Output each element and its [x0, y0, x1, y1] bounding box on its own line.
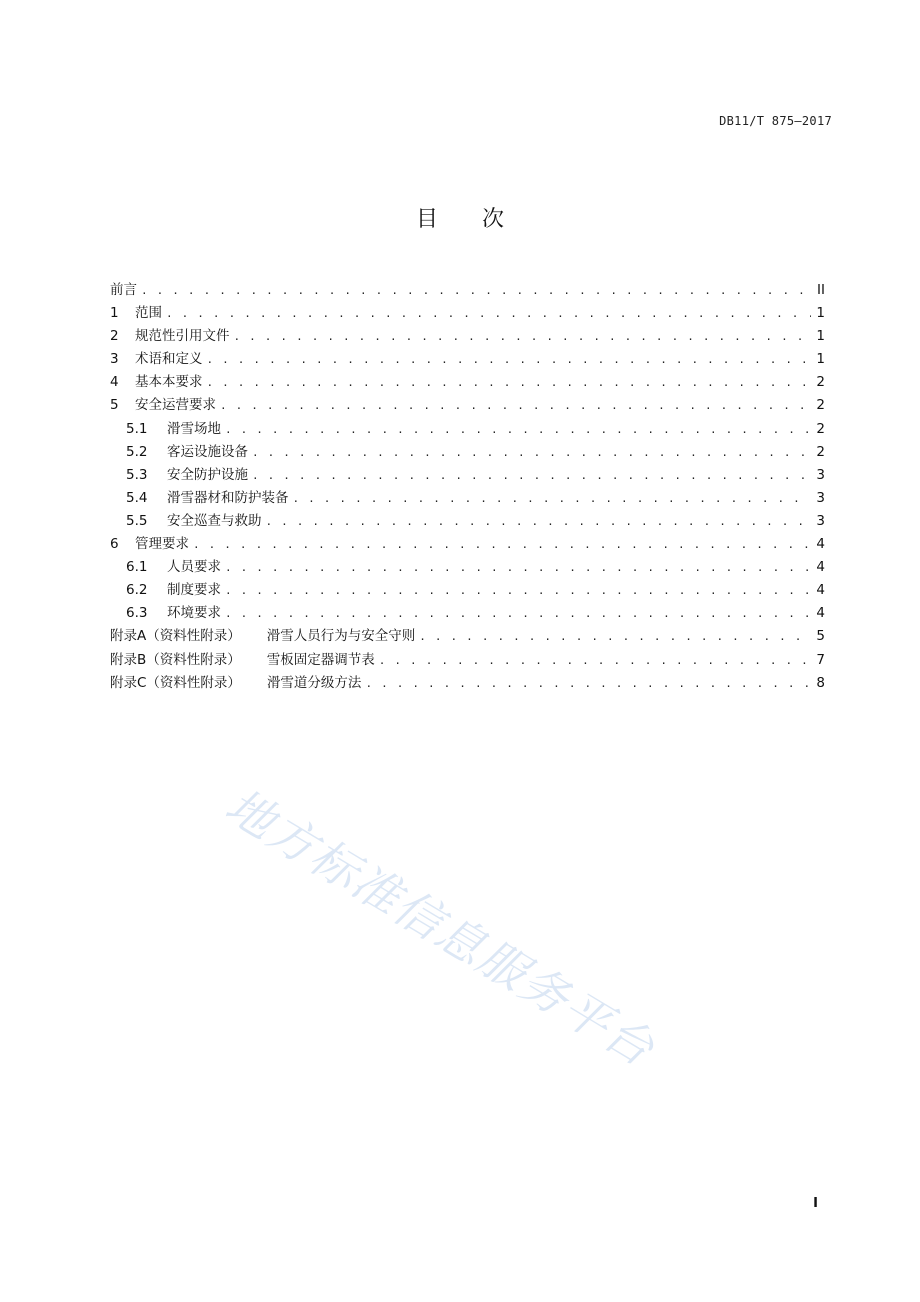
toc-entry-page: 3	[816, 489, 825, 506]
toc-leader-dots	[225, 602, 811, 625]
toc-entry-number: 5.2	[126, 443, 148, 460]
toc-entry-label: 前言	[110, 282, 137, 298]
toc-entry-label: 客运设施设备	[167, 443, 248, 460]
watermark: 地方标准信息服务平台	[215, 778, 665, 1078]
toc-entry-number: 5	[110, 397, 119, 414]
toc-entry-page: 4	[816, 559, 825, 576]
toc-entry-number: 6.1	[126, 559, 148, 576]
toc-leader-dots	[220, 394, 811, 417]
toc-entry-page: 1	[816, 351, 825, 368]
toc-entry-page: 4	[816, 582, 825, 599]
toc-entry-label: 滑雪人员行为与安全守则	[266, 628, 416, 645]
toc-entry-label: 规范性引用文件	[135, 328, 230, 345]
toc-leader-dots	[225, 579, 811, 602]
toc-entry-number: 附录A（资料性附录）	[110, 628, 241, 645]
toc-leader-dots	[293, 487, 812, 510]
toc-entry-page: 7	[816, 651, 825, 668]
toc-entry-number: 6.2	[126, 582, 148, 599]
toc-entry-label: 管理要求	[135, 536, 189, 553]
toc-entry-label: 滑雪道分级方法	[266, 674, 362, 691]
toc-entry[interactable]	[110, 394, 825, 417]
toc-entry-number: 附录B（资料性附录）	[110, 651, 241, 668]
toc-entry-label: 术语和定义	[135, 351, 203, 368]
toc-entry-page: 5	[816, 628, 825, 645]
toc-leader-dots	[225, 556, 811, 579]
toc-entry-page: 2	[816, 374, 825, 391]
toc-entry[interactable]	[110, 348, 825, 371]
toc-entry-label: 人员要求	[167, 559, 221, 576]
toc-entry-page: 4	[816, 605, 825, 622]
toc-leader-dots	[379, 649, 811, 672]
toc-entry-label: 安全运营要求	[135, 397, 216, 414]
toc-entry-label: 基本本要求	[135, 374, 203, 391]
toc-entry-page: 1	[816, 305, 825, 322]
toc-leader-dots	[266, 510, 812, 533]
toc-entry-number: 6.3	[126, 605, 148, 622]
toc-leader-dots	[234, 325, 812, 348]
toc-entry-label: 安全防护设施	[167, 466, 248, 483]
toc-entry-number: 6	[110, 536, 119, 553]
toc-entry-label: 制度要求	[167, 582, 221, 599]
toc-leader-dots	[207, 371, 812, 394]
toc-entry-number: 5.5	[126, 512, 148, 529]
toc-leader-dots	[207, 348, 812, 371]
toc-entry-page: II	[817, 282, 825, 298]
toc-entry-page: 4	[816, 536, 825, 553]
toc-entry-label: 滑雪场地	[167, 420, 221, 437]
page-number: I	[813, 1196, 818, 1211]
toc-leader-dots	[166, 302, 811, 325]
toc-entry-label: 环境要求	[167, 605, 221, 622]
toc-entry[interactable]	[110, 371, 825, 394]
toc-entry-page: 3	[816, 466, 825, 483]
toc-entry-number: 5.4	[126, 489, 148, 506]
toc-entry[interactable]	[110, 602, 825, 625]
toc-leader-dots	[252, 441, 811, 464]
toc-entry[interactable]	[110, 441, 825, 464]
toc-entry[interactable]	[110, 556, 825, 579]
toc-entry-number: 1	[110, 305, 119, 322]
document-code: DB11/T 875—2017	[719, 114, 832, 128]
toc-leader-dots	[365, 672, 811, 695]
table-of-contents	[110, 279, 825, 695]
toc-entry-number: 3	[110, 351, 119, 368]
toc-leader-dots	[193, 533, 811, 556]
toc-entry-number: 5.3	[126, 466, 148, 483]
toc-entry[interactable]	[110, 325, 825, 348]
toc-title: 目次	[415, 207, 548, 232]
toc-entry-page: 3	[816, 512, 825, 529]
toc-entry-label: 范围	[135, 305, 162, 322]
toc-entry-number: 4	[110, 374, 119, 391]
toc-entry[interactable]	[110, 418, 825, 441]
toc-entry-label: 滑雪器材和防护装备	[167, 489, 289, 506]
toc-entry[interactable]	[110, 625, 825, 648]
toc-entry[interactable]	[110, 533, 825, 556]
toc-entry-number: 附录C（资料性附录）	[110, 674, 241, 691]
toc-entry-number: 2	[110, 328, 119, 345]
toc-entry-page: 2	[816, 443, 825, 460]
toc-entry-page: 8	[816, 674, 825, 691]
toc-entry[interactable]	[110, 302, 825, 325]
toc-entry[interactable]	[110, 672, 825, 695]
toc-entry-page: 2	[816, 397, 825, 414]
toc-entry[interactable]	[110, 279, 825, 302]
toc-entry[interactable]	[110, 579, 825, 602]
toc-entry[interactable]	[110, 487, 825, 510]
toc-entry-number: 5.1	[126, 420, 148, 437]
toc-leader-dots	[252, 464, 811, 487]
toc-entry-page: 1	[816, 328, 825, 345]
toc-leader-dots	[419, 625, 811, 648]
toc-entry-page: 2	[816, 420, 825, 437]
toc-entry-label: 安全巡查与救助	[167, 512, 262, 529]
toc-entry[interactable]	[110, 464, 825, 487]
toc-entry[interactable]	[110, 510, 825, 533]
toc-leader-dots	[141, 279, 811, 302]
toc-entry-label: 雪板固定器调节表	[266, 651, 375, 668]
toc-entry[interactable]	[110, 649, 825, 672]
toc-leader-dots	[225, 418, 811, 441]
